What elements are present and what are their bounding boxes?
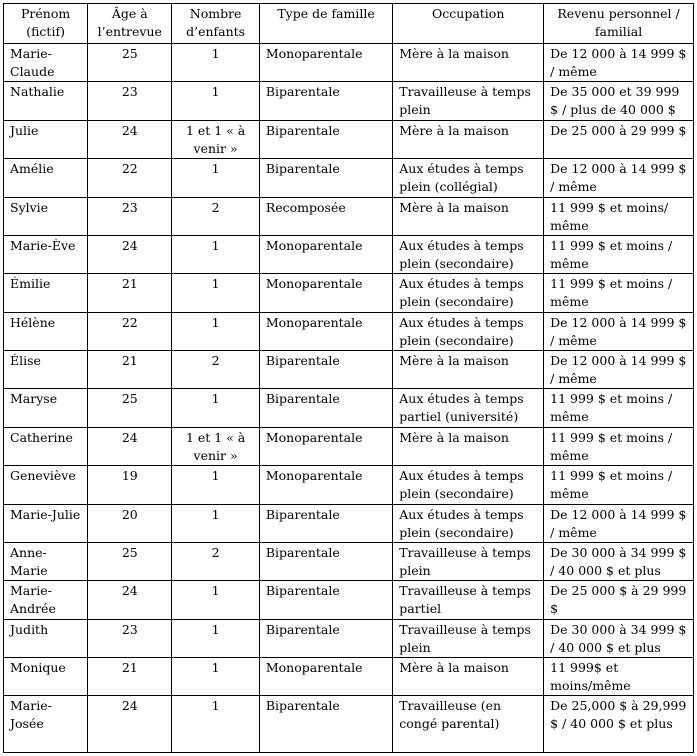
cell-enfants: 2 <box>172 197 259 235</box>
cell-revenu: De 12 000 à 14 999 $ / même <box>544 351 694 389</box>
cell-age: 22 <box>88 312 172 350</box>
table-row <box>4 159 694 197</box>
cell-occupation: Mère à la maison <box>393 351 544 389</box>
cell-enfants: 1 et 1 « à venir » <box>172 427 259 465</box>
cell-occupation: Aux études à temps plein (collégial) <box>393 159 544 197</box>
cell-occupation: Mère à la maison <box>393 427 544 465</box>
cell-revenu: De 30 000 à 34 999 $ / 40 000 $ et plus <box>544 619 694 657</box>
table-row <box>4 619 694 657</box>
table-row <box>4 82 694 120</box>
cell-revenu: De 12 000 à 14 999 $ / même <box>544 312 694 350</box>
table-row <box>4 696 694 753</box>
cell-enfants: 2 <box>172 351 259 389</box>
cell-revenu: De 35 000 et 39 999 $ / plus de 40 000 $ <box>544 82 694 120</box>
participants-table <box>3 3 694 753</box>
cell-revenu: De 25 000 $ à 29 999 $ <box>544 581 694 619</box>
cell-prenom: Hélène <box>4 312 88 350</box>
cell-occupation: Aux études à temps plein (secondaire) <box>393 274 544 312</box>
cell-occupation: Travailleuse à temps plein <box>393 542 544 580</box>
cell-type-famille: Biparentale <box>259 619 392 657</box>
cell-prenom: Anne-Marie <box>4 542 88 580</box>
cell-type-famille: Monoparentale <box>259 274 392 312</box>
table-row <box>4 389 694 427</box>
cell-age: 24 <box>88 427 172 465</box>
cell-occupation: Aux études à temps plein (secondaire) <box>393 466 544 504</box>
table-row <box>4 351 694 389</box>
cell-prenom: Marie-Josée <box>4 696 88 753</box>
cell-occupation: Mère à la maison <box>393 658 544 696</box>
cell-revenu: De 25 000 à 29 999 $ <box>544 120 694 158</box>
cell-occupation: Travailleuse à temps plein <box>393 619 544 657</box>
cell-age: 21 <box>88 351 172 389</box>
header-row <box>4 4 694 44</box>
cell-enfants: 1 <box>172 44 259 82</box>
cell-occupation: Travailleuse à temps plein <box>393 82 544 120</box>
cell-age: 24 <box>88 120 172 158</box>
table-row <box>4 312 694 350</box>
cell-prenom: Catherine <box>4 427 88 465</box>
table-row <box>4 427 694 465</box>
header-type-famille: Type de famille <box>259 4 392 44</box>
cell-occupation: Travailleuse (en congé parental) <box>393 696 544 753</box>
cell-age: 24 <box>88 696 172 753</box>
cell-age: 23 <box>88 197 172 235</box>
cell-type-famille: Biparentale <box>259 542 392 580</box>
cell-age: 20 <box>88 504 172 542</box>
cell-type-famille: Biparentale <box>259 389 392 427</box>
cell-enfants: 1 <box>172 466 259 504</box>
cell-enfants: 2 <box>172 542 259 580</box>
cell-age: 24 <box>88 235 172 273</box>
cell-prenom: Élise <box>4 351 88 389</box>
cell-revenu: 11 999$ et moins/même <box>544 658 694 696</box>
header-enfants: Nombre d’enfants <box>172 4 259 44</box>
cell-enfants: 1 et 1 « à venir » <box>172 120 259 158</box>
cell-prenom: Émilie <box>4 274 88 312</box>
cell-type-famille: Biparentale <box>259 696 392 753</box>
cell-enfants: 1 <box>172 159 259 197</box>
table-row <box>4 120 694 158</box>
table-row <box>4 466 694 504</box>
cell-age: 21 <box>88 274 172 312</box>
table-row <box>4 658 694 696</box>
cell-prenom: Amélie <box>4 159 88 197</box>
cell-prenom: Maryse <box>4 389 88 427</box>
header-revenu: Revenu personnel / familial <box>544 4 694 44</box>
cell-age: 21 <box>88 658 172 696</box>
cell-enfants: 1 <box>172 235 259 273</box>
cell-revenu: De 12 000 à 14 999 $ / même <box>544 159 694 197</box>
cell-revenu: 11 999 $ et moins / même <box>544 389 694 427</box>
cell-revenu: 11 999 $ et moins / même <box>544 274 694 312</box>
header-occupation: Occupation <box>393 4 544 44</box>
cell-occupation: Travailleuse à temps partiel <box>393 581 544 619</box>
cell-age: 23 <box>88 619 172 657</box>
cell-revenu: De 12 000 à 14 999 $ / même <box>544 504 694 542</box>
cell-occupation: Mère à la maison <box>393 197 544 235</box>
cell-enfants: 1 <box>172 696 259 753</box>
cell-age: 25 <box>88 389 172 427</box>
cell-prenom: Julie <box>4 120 88 158</box>
cell-age: 23 <box>88 82 172 120</box>
header-prenom: Prénom (fictif) <box>4 4 88 44</box>
table-row <box>4 44 694 82</box>
cell-revenu: 11 999 $ et moins / même <box>544 235 694 273</box>
cell-prenom: Marie-Ève <box>4 235 88 273</box>
cell-occupation: Mère à la maison <box>393 44 544 82</box>
table-row <box>4 274 694 312</box>
cell-enfants: 1 <box>172 504 259 542</box>
cell-type-famille: Monoparentale <box>259 312 392 350</box>
cell-prenom: Marie-Julie <box>4 504 88 542</box>
cell-revenu: 11 999 $ et moins / même <box>544 466 694 504</box>
cell-type-famille: Biparentale <box>259 351 392 389</box>
cell-type-famille: Monoparentale <box>259 235 392 273</box>
cell-type-famille: Biparentale <box>259 120 392 158</box>
cell-enfants: 1 <box>172 82 259 120</box>
table-row <box>4 542 694 580</box>
cell-type-famille: Monoparentale <box>259 44 392 82</box>
table-row <box>4 197 694 235</box>
cell-type-famille: Biparentale <box>259 82 392 120</box>
cell-age: 24 <box>88 581 172 619</box>
cell-type-famille: Monoparentale <box>259 466 392 504</box>
cell-revenu: De 12 000 à 14 999 $ / même <box>544 44 694 82</box>
cell-age: 25 <box>88 44 172 82</box>
cell-type-famille: Biparentale <box>259 504 392 542</box>
cell-prenom: Judith <box>4 619 88 657</box>
cell-revenu: 11 999 $ et moins/ même <box>544 197 694 235</box>
header-age: Âge à l’entrevue <box>88 4 172 44</box>
cell-occupation: Aux études à temps plein (secondaire) <box>393 235 544 273</box>
cell-enfants: 1 <box>172 274 259 312</box>
cell-prenom: Monique <box>4 658 88 696</box>
cell-occupation: Aux études à temps plein (secondaire) <box>393 504 544 542</box>
cell-revenu: De 30 000 à 34 999 $ / 40 000 $ et plus <box>544 542 694 580</box>
cell-occupation: Aux études à temps plein (secondaire) <box>393 312 544 350</box>
cell-occupation: Aux études à temps partiel (université) <box>393 389 544 427</box>
cell-occupation: Mère à la maison <box>393 120 544 158</box>
cell-revenu: 11 999 $ et moins / même <box>544 427 694 465</box>
cell-prenom: Marie-Andrée <box>4 581 88 619</box>
cell-type-famille: Recomposée <box>259 197 392 235</box>
cell-type-famille: Biparentale <box>259 159 392 197</box>
cell-type-famille: Monoparentale <box>259 658 392 696</box>
cell-age: 22 <box>88 159 172 197</box>
cell-type-famille: Biparentale <box>259 581 392 619</box>
cell-enfants: 1 <box>172 658 259 696</box>
cell-enfants: 1 <box>172 312 259 350</box>
cell-prenom: Geneviève <box>4 466 88 504</box>
cell-type-famille: Monoparentale <box>259 427 392 465</box>
cell-age: 25 <box>88 542 172 580</box>
cell-prenom: Nathalie <box>4 82 88 120</box>
cell-enfants: 1 <box>172 581 259 619</box>
cell-age: 19 <box>88 466 172 504</box>
cell-prenom: Marie-Claude <box>4 44 88 82</box>
cell-prenom: Sylvie <box>4 197 88 235</box>
cell-revenu: De 25,000 $ à 29,999 $ / 40 000 $ et plus <box>544 696 694 753</box>
table-row <box>4 504 694 542</box>
cell-enfants: 1 <box>172 619 259 657</box>
table-row <box>4 581 694 619</box>
table-row <box>4 235 694 273</box>
cell-enfants: 1 <box>172 389 259 427</box>
